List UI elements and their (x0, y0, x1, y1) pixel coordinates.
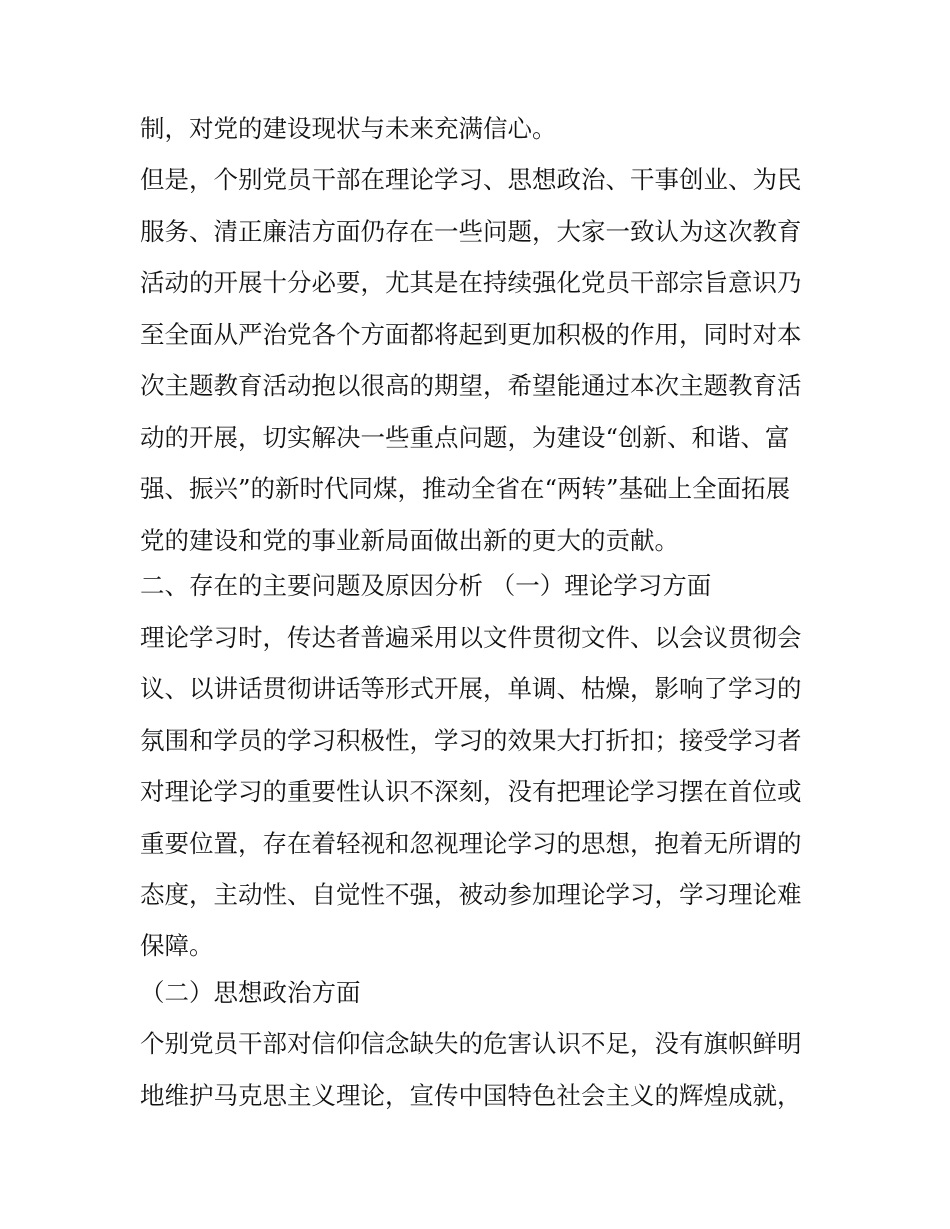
text-line-19: 个别党员干部对信仰信念缺失的危害认识不足，没有旗帜鲜明 (140, 1029, 802, 1058)
text-line-3: 服务、清正廉洁方面仍存在一些问题，大家一致认为这次教育 (140, 217, 802, 246)
text-line-4: 活动的开展十分必要，尤其是在持续强化党员干部宗旨意识乃 (140, 268, 802, 297)
text-line-17: 保障。 (140, 931, 214, 960)
subsection-heading-line: （二）思想政治方面 (140, 978, 361, 1007)
text-line-6: 次主题教育活动抱以很高的期望，希望能通过本次主题教育活 (140, 371, 802, 400)
text-line-13: 氛围和学员的学习积极性，学习的效果大打折扣；接受学习者 (140, 726, 802, 755)
text-line-16: 态度，主动性、自觉性不强，被动参加理论学习，学习理论难 (140, 880, 802, 909)
text-line-7: 动的开展，切实解决一些重点问题，为建设“创新、和谐、富 (140, 423, 790, 452)
text-line-9: 党的建设和党的事业新局面做出新的更大的贡献。 (140, 526, 679, 555)
text-line-15: 重要位置，存在着轻视和忽视理论学习的思想，抱着无所谓的 (140, 829, 802, 858)
text-line-12: 议、以讲话贯彻讲话等形式开展，单调、枯燥，影响了学习的 (140, 674, 802, 703)
text-line-1: 制，对党的建设现状与未来充满信心。 (140, 114, 557, 143)
text-line-11: 理论学习时，传达者普遍采用以文件贯彻文件、以会议贯彻会 (140, 623, 802, 652)
text-line-5: 至全面从严治党各个方面都将起到更加积极的作用，同时对本 (140, 320, 802, 349)
text-line-20: 地维护马克思主义理论，宣传中国特色社会主义的辉煌成就， (140, 1081, 802, 1110)
text-line-8: 强、振兴”的新时代同煤，推动全省在“两转”基础上全面拓展 (140, 474, 791, 503)
section-heading-line: 二、存在的主要问题及原因分析 （一）理论学习方面 (140, 571, 712, 600)
text-line-2: 但是，个别党员干部在理论学习、思想政治、干事创业、为民 (140, 165, 802, 194)
text-line-14: 对理论学习的重要性认识不深刻，没有把理论学习摆在首位或 (140, 777, 802, 806)
